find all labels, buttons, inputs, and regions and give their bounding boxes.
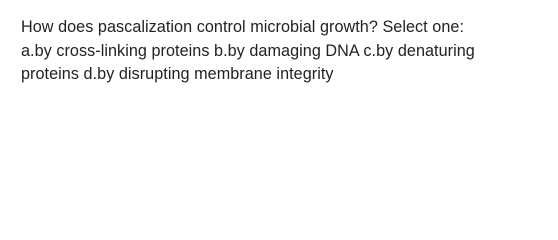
question-text [21, 16, 541, 87]
question-line: How does pascalization control microbial growth? Select one: [21, 18, 464, 36]
question-line: a.by cross-linking proteins b.by damaging DNA c.by denaturing [21, 41, 475, 60]
question-line: proteins d.by disrupting membrane integrity [21, 65, 334, 83]
